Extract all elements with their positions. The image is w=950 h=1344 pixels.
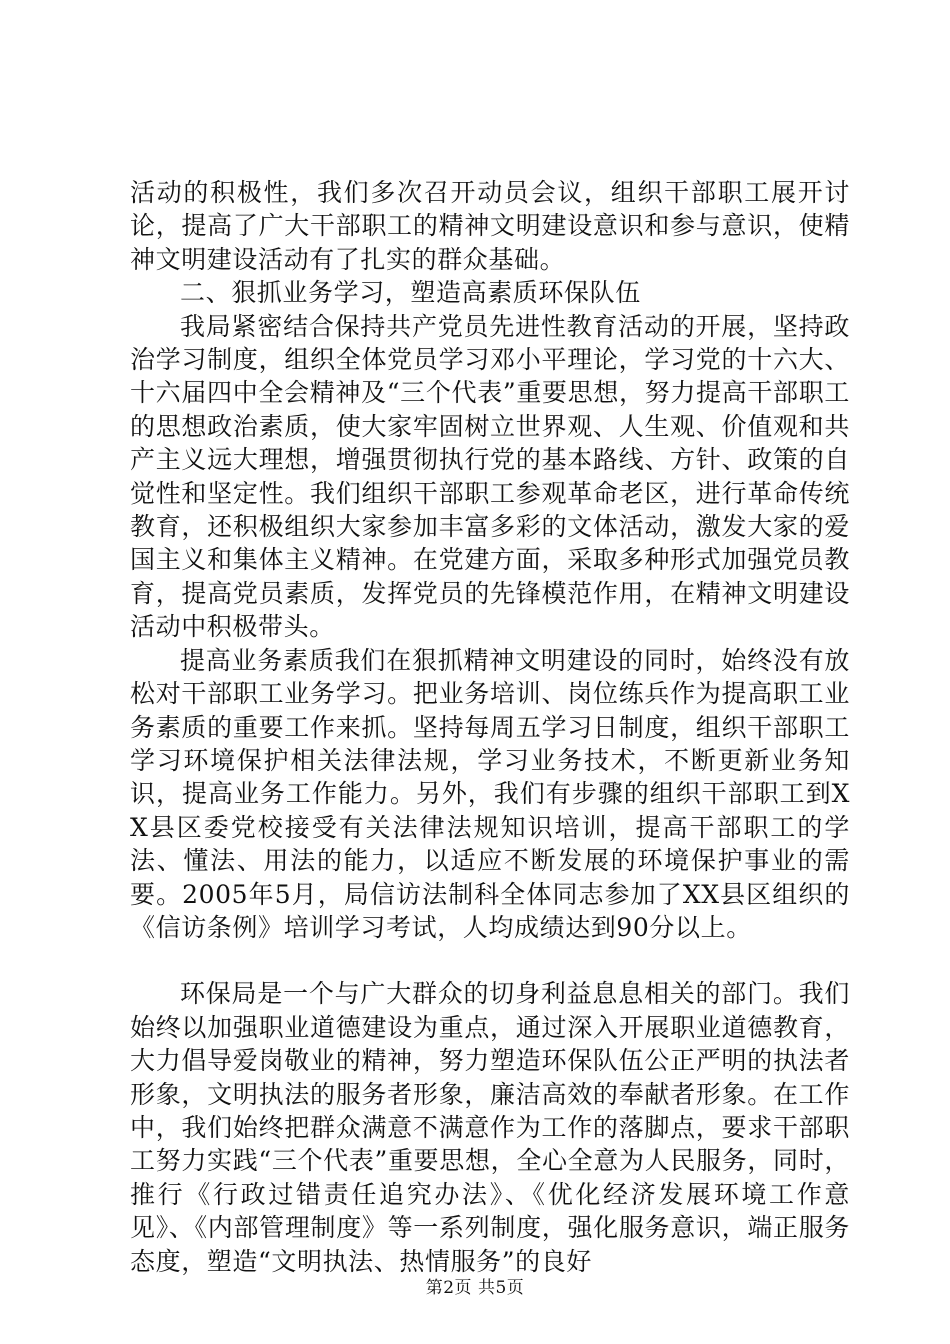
paragraph-continuation: 活动的积极性，我们多次召开动员会议，组织干部职工展开讨论，提高了广大干部职工的精神文明建设意识和参与意识，使精神文明建设活动有了扎实的群众基础。 xyxy=(130,178,850,274)
paragraph-professional-ethics: 环保局是一个与广大群众的切身利益息息相关的部门。我们始终以加强职业道德建设为重点，通过深入开展职业道德教育，大力倡导爱岗敬业的精神，努力塑造环保队伍公正严明的执法者形象，文明执法的服务者形象，廉洁高效的奉献者形象。在工作中，我们始终把群众满意不满意作为工作的落脚点，要求干部职工努力实践“三个代表”重要思想，全心全意为人民服务，同时，推行《行政过错责任追究办法》、《优化经济发展环境工作意见》、《内部管理制度》等一系列制度，强化服务意识，端正服务态度，塑造“文明执法、热情服务”的良好 xyxy=(130,979,850,1276)
paragraph-business-quality: 提高业务素质我们在狠抓精神文明建设的同时，始终没有放松对干部职工业务学习。把业务培训、岗位练兵作为提高职工业务素质的重要工作来抓。坚持每周五学习日制度，组织干部职工学习环境保护相关法律法规，学习业务技术，不断更新业务知识，提高业务工作能力。另外，我们有步骤的组织干部职工到XX县区委党校接受有关法律法规知识培训，提高干部职工的学法、懂法、用法的能力，以适应不断发展的环境保护事业的需要。2005年5月，局信访法制科全体同志参加了XX县区组织的《信访条例》培训学习考试，人均成绩达到90分以上。 xyxy=(130,645,850,942)
page-footer: 第2页 共5页 xyxy=(425,1278,525,1298)
document-body xyxy=(130,176,850,1278)
section-heading: 二、狠抓业务学习，塑造高素质环保队伍 xyxy=(180,278,641,308)
paragraph-political-study: 我局紧密结合保持共产党员先进性教育活动的开展，坚持政治学习制度，组织全体党员学习邓小平理论，学习党的十六大、十六届四中全会精神及“三个代表”重要思想，努力提高干部职工的思想政治素质，使大家牢固树立世界观、人生观、价值观和共产主义远大理想，增强贯彻执行党的基本路线、方针、政策的自觉性和坚定性。我们组织干部职工参观革命老区，进行革命传统教育，还积极组织大家参加丰富多彩的文体活动，激发大家的爱国主义和集体主义精神。在党建方面，采取多种形式加强党员教育，提高党员素质，发挥党员的先锋模范作用，在精神文明建设活动中积极带头。 xyxy=(130,311,850,642)
paragraph-gap xyxy=(130,944,850,977)
